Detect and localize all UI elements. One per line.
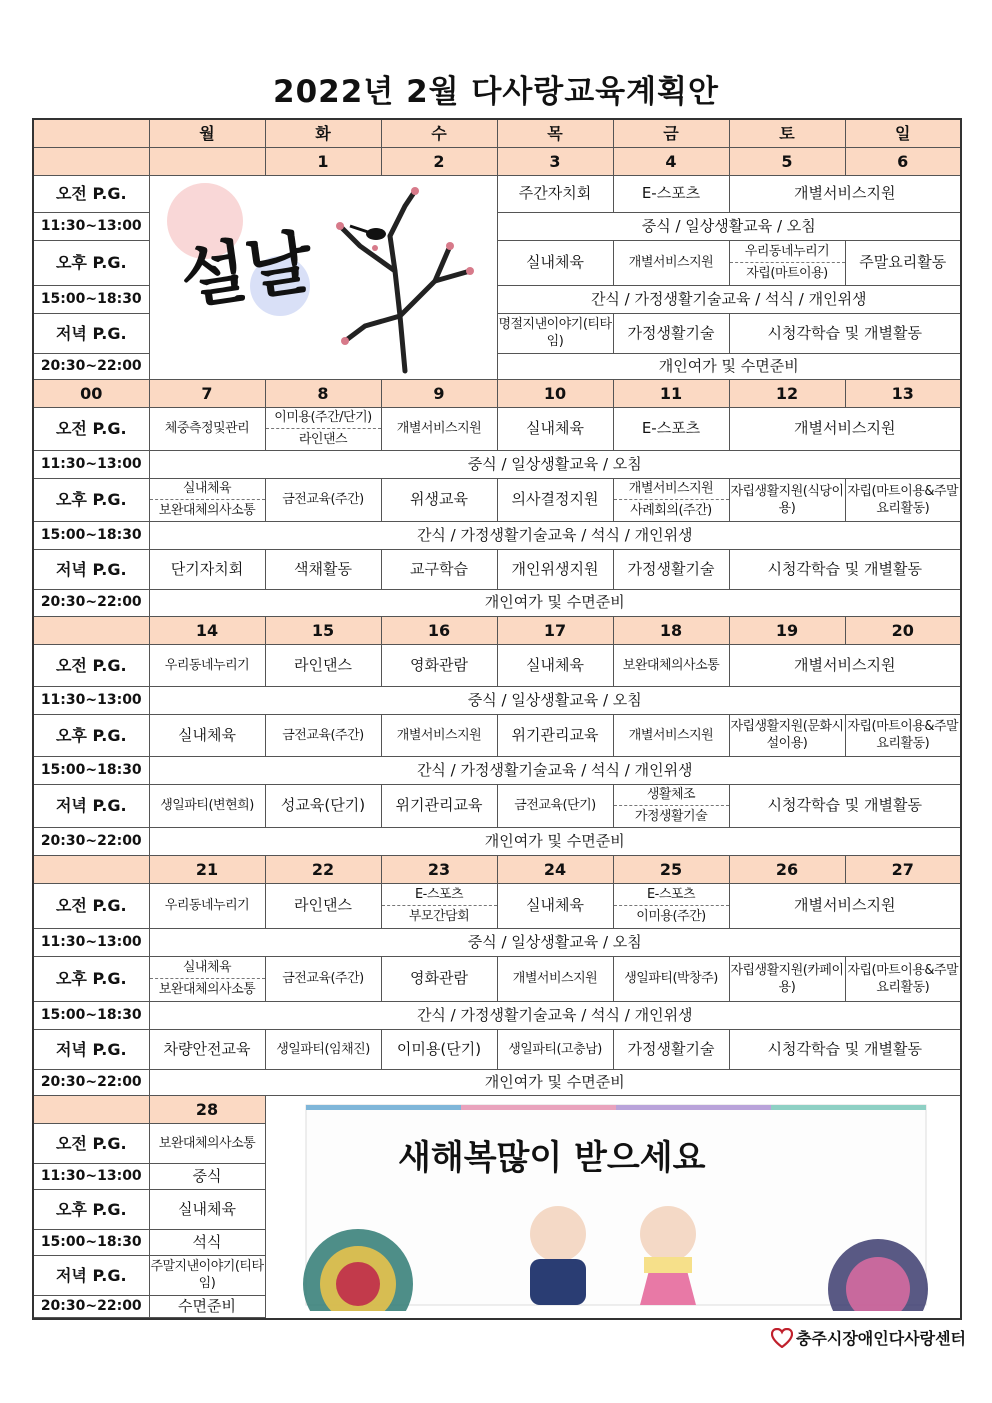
date-cell: 6	[845, 147, 961, 175]
cell: 우리동네누리기	[149, 644, 265, 686]
date-cell: 5	[729, 147, 845, 175]
schedule-table	[32, 118, 962, 1320]
time-label: 11:30~13:00	[33, 928, 149, 956]
cell: 중식 / 일상생활교육 / 오침	[149, 686, 961, 714]
date-cell: 26	[729, 855, 845, 883]
time-label: 11:30~13:00	[33, 686, 149, 714]
cell: 실내체육	[497, 407, 613, 450]
cell: 수면준비	[149, 1295, 265, 1317]
footer-text: 충주시장애인다사랑센터	[795, 1329, 966, 1348]
cell: 금전교육(단기)	[497, 784, 613, 827]
week4-am-row	[33, 883, 961, 928]
date-cell: 9	[381, 379, 497, 407]
cell: 영화관람	[381, 644, 497, 686]
split-cell: 우리동네누리기 자립(마트이용)	[729, 240, 845, 285]
time-label: 15:00~18:30	[33, 1001, 149, 1029]
time-label: 20:30~22:00	[33, 1069, 149, 1095]
cell: 개별서비스지원	[613, 714, 729, 756]
cell: 개인위생지원	[497, 549, 613, 589]
split-cell: E-스포츠 이미용(주간)	[613, 883, 729, 928]
split-cell: 개별서비스지원 사례회의(주간)	[613, 478, 729, 521]
cell: 석식	[149, 1229, 265, 1255]
time-label: 20:30~22:00	[33, 1295, 149, 1317]
weekday-wed: 수	[381, 119, 497, 147]
week4-lunch-row	[33, 928, 961, 956]
week2-am-row	[33, 407, 961, 450]
period-label: 오전 P.G.	[33, 1123, 149, 1163]
cell: 위기관리교육	[381, 784, 497, 827]
period-label: 오전 P.G.	[33, 175, 149, 212]
date-cell: 23	[381, 855, 497, 883]
date-cell: 8	[265, 379, 381, 407]
cell: 금전교육(주간)	[265, 956, 381, 1001]
cell: 주말요리활동	[845, 240, 961, 285]
cell: 가정생활기술	[613, 549, 729, 589]
date-cell: 21	[149, 855, 265, 883]
date-cell: 14	[149, 616, 265, 644]
cell: 개인여가 및 수면준비	[149, 589, 961, 616]
period-label: 오전 P.G.	[33, 883, 149, 928]
cell: 금전교육(주간)	[265, 714, 381, 756]
cell: 의사결정지원	[497, 478, 613, 521]
split-cell: 실내체육 보완대체의사소통	[149, 956, 265, 1001]
cell: 가정생활기술	[613, 313, 729, 353]
week2-date-row	[33, 379, 961, 407]
cell: 주말지낸이야기(티타임)	[149, 1255, 265, 1295]
date-cell: 17	[497, 616, 613, 644]
new-year-artwork	[265, 1095, 961, 1319]
time-label: 15:00~18:30	[33, 756, 149, 784]
time-label: 15:00~18:30	[33, 521, 149, 549]
cell: 이미용(단기)	[381, 1029, 497, 1069]
seollal-artwork	[149, 175, 497, 379]
week1-am-row	[33, 175, 961, 212]
date-cell: 7	[149, 379, 265, 407]
date-cell: 18	[613, 616, 729, 644]
period-label: 오전 P.G.	[33, 407, 149, 450]
cell: 생일파티(변현희)	[149, 784, 265, 827]
cell: 자립생활지원(문화시설이용)	[729, 714, 845, 756]
cell: E-스포츠	[613, 407, 729, 450]
time-label: 20:30~22:00	[33, 353, 149, 379]
split-cell: 이미용(주간/단기) 라인댄스	[265, 407, 381, 450]
week3-snack-row	[33, 756, 961, 784]
cell: 개별서비스지원	[381, 407, 497, 450]
split-cell: E-스포츠 부모간담회	[381, 883, 497, 928]
cell: 개별서비스지원	[497, 956, 613, 1001]
split-cell: 실내체육 보완대체의사소통	[149, 478, 265, 521]
date-cell: 00	[33, 379, 149, 407]
cell: 중식 / 일상생활교육 / 오침	[149, 928, 961, 956]
cell: E-스포츠	[613, 175, 729, 212]
week2-pm-row	[33, 478, 961, 521]
cell: 개별서비스지원	[729, 644, 961, 686]
time-label: 15:00~18:30	[33, 285, 149, 313]
week5-date-row	[33, 1095, 961, 1123]
time-label: 20:30~22:00	[33, 589, 149, 616]
period-label: 오후 P.G.	[33, 478, 149, 521]
cell: 간식 / 가정생활기술교육 / 석식 / 개인위생	[497, 285, 961, 313]
seollal-illustration	[150, 176, 496, 374]
page-title: 2022년 2월 다사랑교육계획안	[273, 74, 719, 110]
date-cell: 15	[265, 616, 381, 644]
cell: 생일파티(임채진)	[265, 1029, 381, 1069]
period-label: 저녁 P.G.	[33, 784, 149, 827]
cell: 라인댄스	[265, 883, 381, 928]
cell: 자립(마트이용&주말요리활동)	[845, 478, 961, 521]
period-label: 오후 P.G.	[33, 956, 149, 1001]
weekday-sat: 토	[729, 119, 845, 147]
weekday-thu: 목	[497, 119, 613, 147]
cell: 시청각학습 및 개별활동	[729, 549, 961, 589]
date-cell: 10	[497, 379, 613, 407]
cell: 실내체육	[497, 883, 613, 928]
date-cell: 28	[149, 1095, 265, 1123]
date-cell: 2	[381, 147, 497, 175]
cell: 영화관람	[381, 956, 497, 1001]
cell: 차량안전교육	[149, 1029, 265, 1069]
week2-eve-row	[33, 549, 961, 589]
cell: 중식	[149, 1163, 265, 1189]
cell: 시청각학습 및 개별활동	[729, 784, 961, 827]
cell: 명절지낸이야기(티타임)	[497, 313, 613, 353]
cell: 실내체육	[497, 240, 613, 285]
cell: 우리동네누리기	[149, 883, 265, 928]
date-cell: 4	[613, 147, 729, 175]
week3-rest-row	[33, 827, 961, 855]
time-label: 11:30~13:00	[33, 1163, 149, 1189]
cell: 라인댄스	[265, 644, 381, 686]
center-footer	[771, 1326, 966, 1349]
heart-logo-icon	[771, 1328, 793, 1348]
cell: 시청각학습 및 개별활동	[729, 313, 961, 353]
date-cell: 20	[845, 616, 961, 644]
cell: 보완대체의사소통	[149, 1123, 265, 1163]
cell: 간식 / 가정생활기술교육 / 석식 / 개인위생	[149, 756, 961, 784]
cell: 주간자치회	[497, 175, 613, 212]
date-cell: 16	[381, 616, 497, 644]
cell: 보완대체의사소통	[613, 644, 729, 686]
week2-rest-row	[33, 589, 961, 616]
date-cell: 27	[845, 855, 961, 883]
corner-cell	[33, 119, 149, 147]
period-label: 저녁 P.G.	[33, 1029, 149, 1069]
week4-eve-row	[33, 1029, 961, 1069]
date-cell: 22	[265, 855, 381, 883]
period-label: 오후 P.G.	[33, 714, 149, 756]
week1-date-row	[33, 147, 961, 175]
date-cell: 1	[265, 147, 381, 175]
cell: 중식 / 일상생활교육 / 오침	[149, 450, 961, 478]
week2-lunch-row	[33, 450, 961, 478]
week4-date-row	[33, 855, 961, 883]
cell: 간식 / 가정생활기술교육 / 석식 / 개인위생	[149, 521, 961, 549]
new-year-greeting: 새해복많이 받으세요	[397, 1137, 706, 1178]
cell: 개별서비스지원	[729, 175, 961, 212]
weekday-header-row	[33, 119, 961, 147]
cell: 체중측정및관리	[149, 407, 265, 450]
cell: 개별서비스지원	[729, 407, 961, 450]
period-label: 오전 P.G.	[33, 644, 149, 686]
week4-rest-row	[33, 1069, 961, 1095]
cell: 개인여가 및 수면준비	[149, 1069, 961, 1095]
cell: 자립생활지원(카페이용)	[729, 956, 845, 1001]
new-year-illustration	[268, 1099, 958, 1311]
weekday-fri: 금	[613, 119, 729, 147]
cell: 자립(마트이용&주말요리활동)	[845, 714, 961, 756]
date-cell: 19	[729, 616, 845, 644]
cell: 가정생활기술	[613, 1029, 729, 1069]
date-cell: 3	[497, 147, 613, 175]
weekday-sun: 일	[845, 119, 961, 147]
period-label: 오후 P.G.	[33, 1189, 149, 1229]
weekday-tue: 화	[265, 119, 381, 147]
cell: 개인여가 및 수면준비	[149, 827, 961, 855]
date-cell: 24	[497, 855, 613, 883]
cell: 자립생활지원(식당이용)	[729, 478, 845, 521]
cell: 성교육(단기)	[265, 784, 381, 827]
week4-pm-row	[33, 956, 961, 1001]
cell: 실내체육	[149, 1189, 265, 1229]
cell: 개별서비스지원	[381, 714, 497, 756]
time-label: 11:30~13:00	[33, 212, 149, 240]
cell: 자립(마트이용&주말요리활동)	[845, 956, 961, 1001]
cell: 위기관리교육	[497, 714, 613, 756]
cell: 실내체육	[497, 644, 613, 686]
date-cell: 12	[729, 379, 845, 407]
cell: 개별서비스지원	[613, 240, 729, 285]
cell: 위생교육	[381, 478, 497, 521]
week2-snack-row	[33, 521, 961, 549]
date-cell: 25	[613, 855, 729, 883]
cell: 교구학습	[381, 549, 497, 589]
cell: 개인여가 및 수면준비	[497, 353, 961, 379]
week3-date-row	[33, 616, 961, 644]
date-cell: 11	[613, 379, 729, 407]
period-label: 저녁 P.G.	[33, 313, 149, 353]
week3-lunch-row	[33, 686, 961, 714]
cell: 시청각학습 및 개별활동	[729, 1029, 961, 1069]
split-cell: 생활체조 가정생활기술	[613, 784, 729, 827]
date-cell: 13	[845, 379, 961, 407]
time-label: 11:30~13:00	[33, 450, 149, 478]
week3-eve-row	[33, 784, 961, 827]
period-label: 오후 P.G.	[33, 240, 149, 285]
cell: 중식 / 일상생활교육 / 오침	[497, 212, 961, 240]
seollal-text: 설날	[175, 221, 318, 320]
time-label: 20:30~22:00	[33, 827, 149, 855]
cell: 색채활동	[265, 549, 381, 589]
cell: 생일파티(박창주)	[613, 956, 729, 1001]
week4-snack-row	[33, 1001, 961, 1029]
period-label: 저녁 P.G.	[33, 549, 149, 589]
week3-pm-row	[33, 714, 961, 756]
cell: 생일파티(고충남)	[497, 1029, 613, 1069]
cell: 단기자치회	[149, 549, 265, 589]
weekday-mon: 월	[149, 119, 265, 147]
cell: 개별서비스지원	[729, 883, 961, 928]
time-label: 15:00~18:30	[33, 1229, 149, 1255]
cell: 실내체육	[149, 714, 265, 756]
period-label: 저녁 P.G.	[33, 1255, 149, 1295]
week3-am-row	[33, 644, 961, 686]
cell: 금전교육(주간)	[265, 478, 381, 521]
cell: 간식 / 가정생활기술교육 / 석식 / 개인위생	[149, 1001, 961, 1029]
